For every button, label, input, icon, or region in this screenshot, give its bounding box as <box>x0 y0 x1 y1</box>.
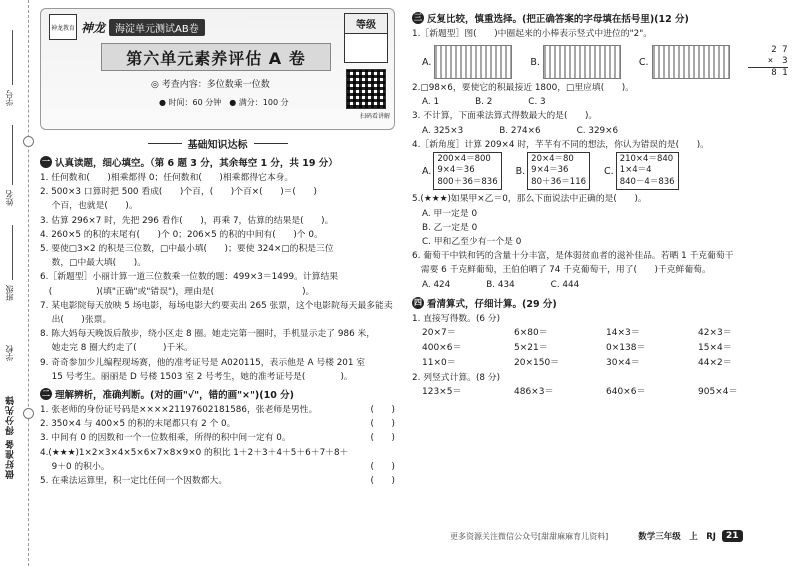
judge-text: 5. 在乘法运算里，积一定比任何一个因数都大。 <box>40 476 228 487</box>
question: 2. 500×3 口算时把 500 看成( )个百，( )个百×( )＝( ) <box>40 187 317 198</box>
calc-item: 123×5＝ <box>422 386 462 397</box>
part3-number: 三 <box>414 13 422 22</box>
option-label: B. <box>515 165 526 177</box>
choice-question: 5.(★★★)如果甲×乙＝0，那么下面说法中正确的是( )。 <box>412 194 647 205</box>
footer-grade: 数学三年级 上 RJ <box>638 532 716 542</box>
calc-row: 2 7 <box>771 45 788 56</box>
part4-heading <box>412 296 790 310</box>
brand-name: 神龙 <box>81 20 106 35</box>
left-page <box>40 8 395 488</box>
vertical-calc-grid <box>422 385 790 400</box>
options <box>422 95 790 109</box>
grade-label: 等级 <box>345 14 387 34</box>
binding-hole <box>23 408 34 419</box>
class-label: 班级 <box>5 285 14 301</box>
part1-heading <box>40 155 395 169</box>
question: 5. 要使□3×2 的积是三位数，□中最小填( )；要使 324×□的积是三位 <box>40 244 334 255</box>
calc-item: 400×6＝ <box>422 342 462 353</box>
question: 7. 某电影院每天放映 5 场电影，每场电影大约要卖出 265 张票，这个电影院每天最多能卖 <box>40 300 393 311</box>
qr-caption: 扫码看讲解 <box>359 113 390 120</box>
part1-title: 认真读题，细心填空。（第 6 题 3 分，其余每空 1 分，共 19 分） <box>55 158 338 169</box>
direct-calc-grid <box>422 326 790 371</box>
stick-figures <box>422 45 790 79</box>
choice-question: 4.［新角度］计算 209×4 时，芊芊有不同的想法，你认为错误的是( )。 <box>412 139 709 150</box>
calc-subtitle: 1. 直接写得数。(6 分) <box>412 313 501 324</box>
option-label: A. <box>422 56 432 68</box>
method-box <box>527 152 590 191</box>
choice-question: 1.［新题型］图( )中圈起来的小棒表示竖式中进位的"2"。 <box>412 29 653 39</box>
footer-note: 更多资源关注微信公众号[甜甜麻麻育儿资料] <box>450 531 609 541</box>
calc-item: 20×150＝ <box>514 357 560 368</box>
vertical-calc <box>748 45 788 79</box>
answer-paren[interactable]: ( ) <box>370 405 395 416</box>
brand-row <box>49 14 205 40</box>
name-line <box>12 125 13 185</box>
question: 8. 陈大妈每天晚饭后散步，绕小区走 8 圈。她走完第一圈时，手机显示走了 986 米， <box>40 329 376 340</box>
part2-heading <box>40 387 395 401</box>
answer-paren[interactable]: ( ) <box>370 419 395 430</box>
binding-slogan: 做好准备 得分先锋 <box>6 395 16 480</box>
option: A. 1 <box>422 97 440 108</box>
option: B. 274×6 <box>499 125 541 136</box>
method-line: 9×4＝36 <box>531 165 569 176</box>
part1-questions <box>40 171 395 384</box>
calc-item: 0×138＝ <box>606 342 646 353</box>
divider <box>148 143 182 144</box>
exam-content-text: 考查内容：多位数乘一位数 <box>161 80 270 90</box>
option: B. 434 <box>486 279 515 290</box>
calc-item: 20×7＝ <box>422 327 456 338</box>
choice-question: 3. 不计算，下面乘法算式得数最大的是( )。 <box>412 111 598 122</box>
binding-strip <box>0 0 36 566</box>
school-label: 学校 <box>5 345 14 361</box>
time-limit: ● 时间：60 分钟 <box>159 98 222 107</box>
method-line: 200×4＝800 <box>437 153 491 164</box>
answer-paren[interactable]: ( ) <box>370 433 395 444</box>
question: 9. 奇奇参加少儿编程现场赛，他的准考证号是 A020115，表示他是 A 号楼 201 室 <box>40 357 366 368</box>
method-boxes <box>422 152 790 191</box>
options <box>422 124 790 138</box>
page-title: 第六单元素养评估 A 卷 <box>101 43 331 71</box>
part4-title: 看清算式，仔细计算。(29 分) <box>427 298 557 310</box>
method-line: 80＋36＝116 <box>531 176 587 187</box>
calc-item: 15×4＝ <box>698 342 732 353</box>
part1-number: 一 <box>42 157 50 166</box>
judge-question <box>40 460 395 474</box>
method-line: 9×4＝36 <box>437 165 475 176</box>
option-label: C. <box>638 56 649 68</box>
method-line: 210×4＝840 <box>619 153 674 164</box>
calc-item: 6×80＝ <box>514 327 548 338</box>
sticks-image <box>543 45 621 79</box>
answer-paren[interactable]: ( ) <box>370 476 395 487</box>
calc-item: 14×3＝ <box>606 327 640 338</box>
qr-code[interactable] <box>346 69 386 109</box>
figure-a <box>422 45 512 79</box>
sticks-image <box>434 45 512 79</box>
method-line: 20×4＝80 <box>531 153 574 164</box>
figure-c <box>639 45 730 79</box>
part3-heading <box>412 11 790 25</box>
question: 3. 估算 296×7 时，先把 296 看作( )，再乘 7，估算的结果是( )。 <box>40 215 334 226</box>
class-line <box>12 225 13 280</box>
judge-question <box>40 446 395 460</box>
page-footer <box>450 530 790 542</box>
time-text: 时间：60 分钟 <box>168 98 222 107</box>
choice-question: 6. 葡萄干中铁和钙的含量十分丰富，是体弱贫血者的滋补佳品。若晒 1 千克葡萄干 <box>412 251 734 262</box>
judge-question <box>40 431 395 445</box>
sticks-image <box>652 45 730 79</box>
calc-item: 640×6＝ <box>606 386 646 397</box>
calc-row: × 3 <box>767 56 788 67</box>
part4-number: 四 <box>414 297 422 307</box>
full-score: ● 满分：100 分 <box>229 98 289 107</box>
option-label: C. <box>604 165 614 177</box>
calc-row: 8 1 <box>748 67 788 79</box>
calc-item: 5×21＝ <box>514 342 548 353</box>
question: 4. 260×5 的积的末尾有( )个 0；206×5 的积的中间有( )个 0。 <box>40 229 323 240</box>
option: C. 甲和乙至少有一个是 0 <box>422 236 522 247</box>
method-box <box>433 152 501 191</box>
judge-text: 4.(★★★)1×2×3×4×5×6×7×8×9×0 的积比 1＋2＋3＋4＋5＋6＋7＋8＋ <box>40 447 349 458</box>
judge-question <box>40 474 395 488</box>
method-line: 800＋36＝836 <box>437 176 498 187</box>
choice-question-cont: 需要 6 千克鲜葡萄，王伯伯晒了 74 千克葡萄干，用了( )千克鲜葡萄。 <box>412 265 711 276</box>
logo-icon: 神龙教育 <box>49 14 77 40</box>
student-id-label: 学号 <box>5 90 14 106</box>
right-page <box>412 8 790 400</box>
part3-title: 反复比较，慎重选择。(把正确答案的字母填在括号里)(12 分) <box>427 14 689 25</box>
choice-question: 2.□98×6，要使它的积最接近 1800，□里应填( )。 <box>412 83 634 94</box>
part2-questions <box>40 403 395 488</box>
calc-item: 30×4＝ <box>606 357 640 368</box>
option: C. 444 <box>550 279 580 290</box>
part2-number: 二 <box>42 389 50 399</box>
judge-question <box>40 403 395 417</box>
method-line: 1×4＝4 <box>619 165 652 176</box>
option: B. 乙一定是 0 <box>422 222 478 233</box>
option-label: B. <box>530 56 540 68</box>
binding-hole <box>23 136 34 147</box>
calc-item: 11×0＝ <box>422 357 456 368</box>
question: ( )(填"正确"或"错误")，理由是( )。 <box>40 286 315 297</box>
part2-title: 理解辨析，准确判断。(对的画"√"，错的画"×")(10 分) <box>55 390 294 402</box>
question: 数，□中最大填( )。 <box>40 258 146 269</box>
option: A. 甲一定是 0 <box>422 208 478 219</box>
series-tag: 海淀单元测试AB卷 <box>109 19 205 36</box>
options <box>422 278 790 292</box>
score-text: 满分：100 分 <box>238 98 289 107</box>
calc-subtitle: 2. 列竖式计算。(8 分) <box>412 372 501 383</box>
answer-paren[interactable]: ( ) <box>370 461 395 472</box>
question: 她走完 8 圈大约走了( )千米。 <box>40 343 193 354</box>
name-label: 姓名 <box>5 190 14 206</box>
exam-meta <box>159 97 289 108</box>
option: C. 329×6 <box>576 125 619 136</box>
student-id-line <box>12 30 13 85</box>
question: 1. 任何数和( )相乘都得 0；任何数和( )相乘都得它本身。 <box>40 173 294 183</box>
calc-item: 486×3＝ <box>514 386 554 397</box>
option: A. 424 <box>422 279 451 290</box>
cut-line <box>28 0 29 566</box>
option-label: A. <box>422 165 432 177</box>
judge-text: 3. 中间有 0 的因数和一个一位数相乘，所得的积中间一定有 0。 <box>40 433 291 444</box>
option: A. 325×3 <box>422 125 464 136</box>
method-b <box>516 152 590 191</box>
option: C. 3 <box>528 97 546 108</box>
exam-content: ◎ 考查内容：多位数乘一位数 <box>151 80 270 90</box>
grade-box[interactable] <box>344 13 388 63</box>
header-banner <box>40 8 395 130</box>
method-c <box>604 152 679 191</box>
divider <box>254 143 288 144</box>
judge-text: 1. 张老师的身份证号码是××××21197602181586，张老师是男性。 <box>40 405 318 416</box>
calc-item: 44×2＝ <box>698 357 732 368</box>
section-title <box>40 136 395 151</box>
judge-question <box>40 417 395 431</box>
question: 6.［新题型］小丽计算一道三位数乘一位数的题：499×3＝1499。计算结果 <box>40 272 339 283</box>
figure-b <box>530 45 621 79</box>
question: 15 号考生。丽丽是 D 号楼 1503 室 2 号考生，她的准考证号是( )。 <box>40 371 353 382</box>
calc-item: 905×4＝ <box>698 386 738 397</box>
question: 出( )张票。 <box>40 315 112 326</box>
method-a <box>422 152 502 191</box>
judge-text: 9＋0 的积小。 <box>40 461 110 472</box>
question: 个百，也就是( )。 <box>40 201 138 212</box>
page-number: 21 <box>722 530 743 542</box>
judge-text: 2. 350×4 与 400×5 的积的末尾都只有 2 个 0。 <box>40 419 236 430</box>
method-line: 840－4＝836 <box>619 176 675 187</box>
option: B. 2 <box>475 97 493 108</box>
section-title-text: 基础知识达标 <box>187 140 248 151</box>
calc-item: 42×3＝ <box>698 327 732 338</box>
method-box <box>616 152 679 191</box>
